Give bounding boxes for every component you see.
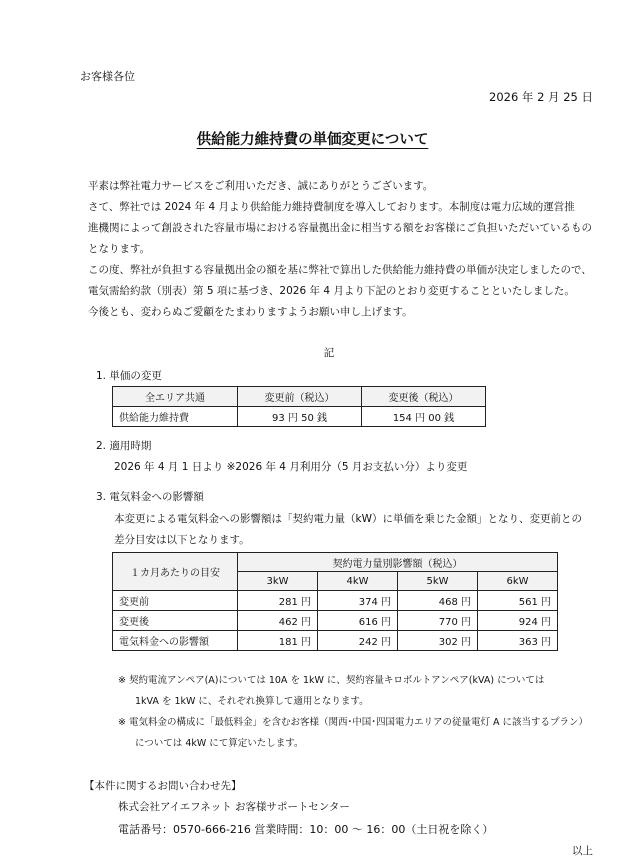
section-2-title: 2. 適用時期 [96,440,152,452]
table-cell: 561 円 [478,591,558,611]
table-row [113,407,486,427]
table-header-row [113,553,558,572]
table-row [113,591,558,611]
footnote-line: ※ 電気料金の構成に「最低料金」を含むお客様（関西･中国･四国電力エリアの従量電灯 A に該当するプラン） [118,717,589,728]
impact-table [112,552,558,651]
intro-line: 電気需給約款（別表）第 5 項に基づき、2026 年 4 月より下記のとおり変更することといたしました。 [88,285,575,297]
section-3-title: 3. 電気料金への影響額 [96,491,204,503]
table-cell: 242 円 [318,631,398,651]
header-cell: 変更前（税込） [238,387,362,407]
document-date: 2026 年 2 月 25 日 [489,90,593,104]
section-3-line: 本変更による電気料金への影響額は「契約電力量（kW）に単価を乗じた金額」となり、変更前との [114,513,582,525]
table-cell: 770 円 [398,611,478,631]
footnotes [118,670,588,754]
column-header: 5kW [398,572,478,591]
table-cell: 468 円 [398,591,478,611]
table-row [113,631,558,651]
footnote-line: ※ 契約電流アンペア(A)については 10A を 1kW に、契約容量キロボルトアンペア(kVA) については [118,675,545,686]
closing-mark: 以上 [572,845,593,857]
column-header: 4kW [318,572,398,591]
footnote-line: については 4kW にて算定いたします。 [135,738,304,749]
contact-company: 株式会社アイエフネット お客様サポートセンター [118,801,350,813]
intro-paragraph [88,176,592,323]
row-label: 変更後 [113,611,238,631]
intro-line: 平素は弊社電力サービスをご利用いただき、誠にありがとうございます。 [88,180,434,192]
section-1-title: 1. 単価の変更 [96,370,162,382]
section-3-line: 差分目安は以下となります。 [114,534,250,546]
section-2-body: 2026 年 4 月 1 日より ※2026 年 4 月利用分（5 月お支払い分）より変更 [114,461,468,473]
table-cell: 462 円 [238,611,318,631]
table-cell: 616 円 [318,611,398,631]
intro-line: となります。 [88,243,151,255]
header-cell: 全エリア共通 [113,387,238,407]
price-after: 154 円 00 銭 [362,407,486,427]
addressee: お客様各位 [80,70,135,83]
row-header-cell: １カ月あたりの目安 [113,553,238,591]
footnote-line: 1kVA を 1kW に、それぞれ換算して適用となります。 [135,696,369,707]
title-text: 供給能力維持費の単価変更について [196,132,429,148]
row-label: 変更前 [113,591,238,611]
column-header: 6kW [478,572,558,591]
intro-line: この度、弊社が負担する容量拠出金の額を基に弊社で算出した供給能力維持費の単価が決定しましたので、 [88,264,592,276]
table-header-row [113,387,486,407]
unit-price-table [112,386,486,427]
header-cell: 変更後（税込） [362,387,486,407]
intro-line: さて、弊社では 2024 年 4 月より供給能力維持費制度を導入しております。本制度は電力広域的運営推 [88,201,575,213]
table-cell: 374 円 [318,591,398,611]
table-cell: 281 円 [238,591,318,611]
ki-heading: 記 [323,347,335,359]
table-cell: 302 円 [398,631,478,651]
table-row [113,611,558,631]
row-label: 供給能力維持費 [113,407,238,427]
intro-line: 今後とも、変わらぬご愛顧をたまわりますようお願い申し上げます。 [88,306,413,318]
column-header: 3kW [238,572,318,591]
intro-line: 進機関によって創設された容量市場における容量拠出金に相当する額をお客様にご負担いただいているもの [88,222,592,234]
table-cell: 181 円 [238,631,318,651]
group-header-cell: 契約電力量別影響額（税込） [238,553,558,572]
table-cell: 363 円 [478,631,558,651]
contact-phone-hours: 電話番号：0570-666-216 営業時間：10：00 ～ 16：00（土日祝を除く） [118,823,494,836]
section-3-body [114,509,582,551]
row-label: 電気料金への影響額 [113,631,238,651]
table-cell: 924 円 [478,611,558,631]
document-title [0,128,625,149]
price-before: 93 円 50 銭 [238,407,362,427]
contact-heading: 【本件に関するお問い合わせ先】 [84,780,242,792]
